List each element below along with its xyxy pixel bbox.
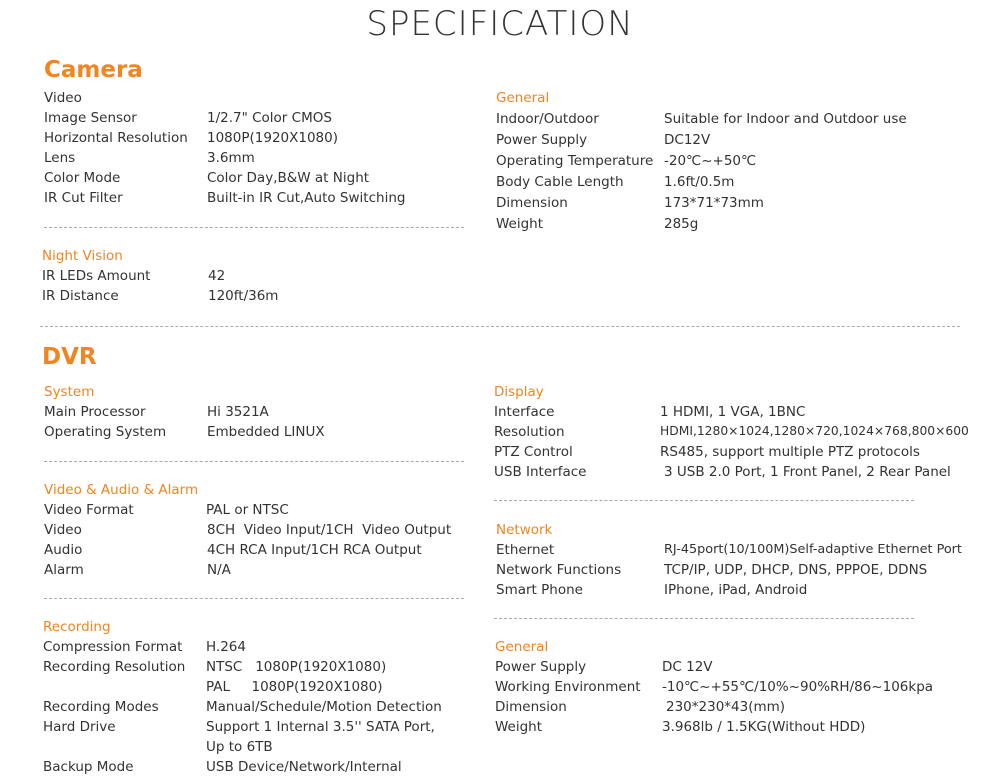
network-title: Network <box>496 522 553 538</box>
dvr-heading: DVR <box>42 344 97 370</box>
spec-label: Lens <box>44 150 76 166</box>
spec-value: -20℃~+50℃ <box>664 153 757 169</box>
divider <box>44 461 464 462</box>
spec-value: NTSC 1080P(1920X1080) <box>206 659 387 675</box>
spec-label: Video Format <box>44 502 134 518</box>
spec-label: Backup Mode <box>43 759 134 775</box>
spec-value: 3 USB 2.0 Port, 1 Front Panel, 2 Rear Panel <box>664 464 951 480</box>
spec-label: Power Supply <box>495 659 587 675</box>
divider <box>494 500 914 501</box>
spec-label: Recording Modes <box>43 699 159 715</box>
spec-value: H.264 <box>206 639 246 655</box>
spec-value: 120ft/36m <box>208 288 279 304</box>
spec-value: Suitable for Indoor and Outdoor use <box>664 111 907 127</box>
spec-value: 42 <box>208 268 226 284</box>
page-title: SPECIFICATION <box>366 4 634 44</box>
spec-value: Built-in IR Cut,Auto Switching <box>207 190 406 206</box>
spec-label: PTZ Control <box>494 444 573 460</box>
spec-value: N/A <box>207 562 231 578</box>
divider <box>44 227 464 228</box>
spec-label: Recording Resolution <box>43 659 186 675</box>
camera-video-title: Video <box>44 90 82 106</box>
spec-label: Network Functions <box>496 562 622 578</box>
spec-value: IPhone, iPad, Android <box>664 582 808 598</box>
divider <box>494 618 914 619</box>
spec-value: RS485, support multiple PTZ protocols <box>660 444 920 460</box>
spec-label: Dimension <box>496 195 568 211</box>
spec-label: Body Cable Length <box>496 174 624 190</box>
spec-value: 285g <box>664 216 699 232</box>
video-audio-alarm-title: Video & Audio & Alarm <box>44 482 199 498</box>
spec-value: DC12V <box>664 132 711 148</box>
spec-value: TCP/IP, UDP, DHCP, DNS, PPPOE, DDNS <box>664 562 928 578</box>
system-title: System <box>44 384 95 400</box>
spec-value: 3.6mm <box>207 150 255 166</box>
spec-value: 8CH Video Input/1CH Video Output <box>207 522 452 538</box>
divider <box>44 598 464 599</box>
camera-heading: Camera <box>44 57 143 83</box>
spec-value: PAL 1080P(1920X1080) <box>206 679 383 695</box>
display-title: Display <box>494 384 544 400</box>
spec-label: IR Distance <box>42 288 119 304</box>
spec-value: Support 1 Internal 3.5'' SATA Port, <box>206 719 435 735</box>
spec-label: Operating System <box>44 424 167 440</box>
spec-label: Working Environment <box>495 679 641 695</box>
spec-label: Weight <box>495 719 543 735</box>
spec-label: Indoor/Outdoor <box>496 111 599 127</box>
spec-label: Resolution <box>494 424 565 440</box>
spec-value: 230*230*43(mm) <box>666 699 786 715</box>
spec-label: Color Mode <box>44 170 121 186</box>
spec-value: 1.6ft/0.5m <box>664 174 735 190</box>
spec-label: Interface <box>494 404 555 420</box>
recording-title: Recording <box>43 619 111 635</box>
spec-value: Color Day,B&W at Night <box>207 170 370 186</box>
section-divider <box>40 326 960 327</box>
spec-label: Hard Drive <box>43 719 116 735</box>
spec-label: Weight <box>496 216 544 232</box>
spec-value: Up to 6TB <box>206 739 273 755</box>
spec-value: USB Device/Network/Internal <box>206 759 402 775</box>
spec-value: Hi 3521A <box>207 404 269 420</box>
spec-label: IR Cut Filter <box>44 190 123 206</box>
spec-label: Image Sensor <box>44 110 137 126</box>
spec-value: 1080P(1920X1080) <box>207 130 338 146</box>
spec-value: PAL or NTSC <box>206 502 289 518</box>
night-vision-title: Night Vision <box>42 248 123 264</box>
spec-value: 1 HDMI, 1 VGA, 1BNC <box>660 404 806 420</box>
spec-value: DC 12V <box>662 659 713 675</box>
spec-value: 4CH RCA Input/1CH RCA Output <box>207 542 422 558</box>
spec-label: USB Interface <box>494 464 587 480</box>
dvr-general-title: General <box>495 639 549 655</box>
camera-general-title: General <box>496 90 550 106</box>
spec-label: Power Supply <box>496 132 588 148</box>
spec-value: 3.968lb / 1.5KG(Without HDD) <box>662 719 866 735</box>
spec-value: RJ-45port(10/100M)Self-adaptive Ethernet Port <box>664 542 962 557</box>
spec-value: Manual/Schedule/Motion Detection <box>206 699 442 715</box>
spec-value: Embedded LINUX <box>207 424 325 440</box>
spec-label: Horizontal Resolution <box>44 130 188 146</box>
spec-value: 1/2.7" Color CMOS <box>207 110 332 126</box>
spec-label: Video <box>44 522 82 538</box>
spec-value: 173*71*73mm <box>664 195 764 211</box>
spec-label: Main Processor <box>44 404 146 420</box>
spec-label: Ethernet <box>496 542 555 558</box>
spec-label: IR LEDs Amount <box>42 268 151 284</box>
spec-label: Audio <box>44 542 83 558</box>
spec-value: HDMI,1280×1024,1280×720,1024×768,800×600 <box>660 424 969 438</box>
spec-label: Compression Format <box>43 639 183 655</box>
spec-value: -10℃~+55℃/10%~90%RH/86~106kpa <box>662 679 934 695</box>
spec-label: Alarm <box>44 562 84 578</box>
spec-label: Operating Temperature <box>496 153 654 169</box>
spec-label: Smart Phone <box>496 582 583 598</box>
spec-label: Dimension <box>495 699 567 715</box>
